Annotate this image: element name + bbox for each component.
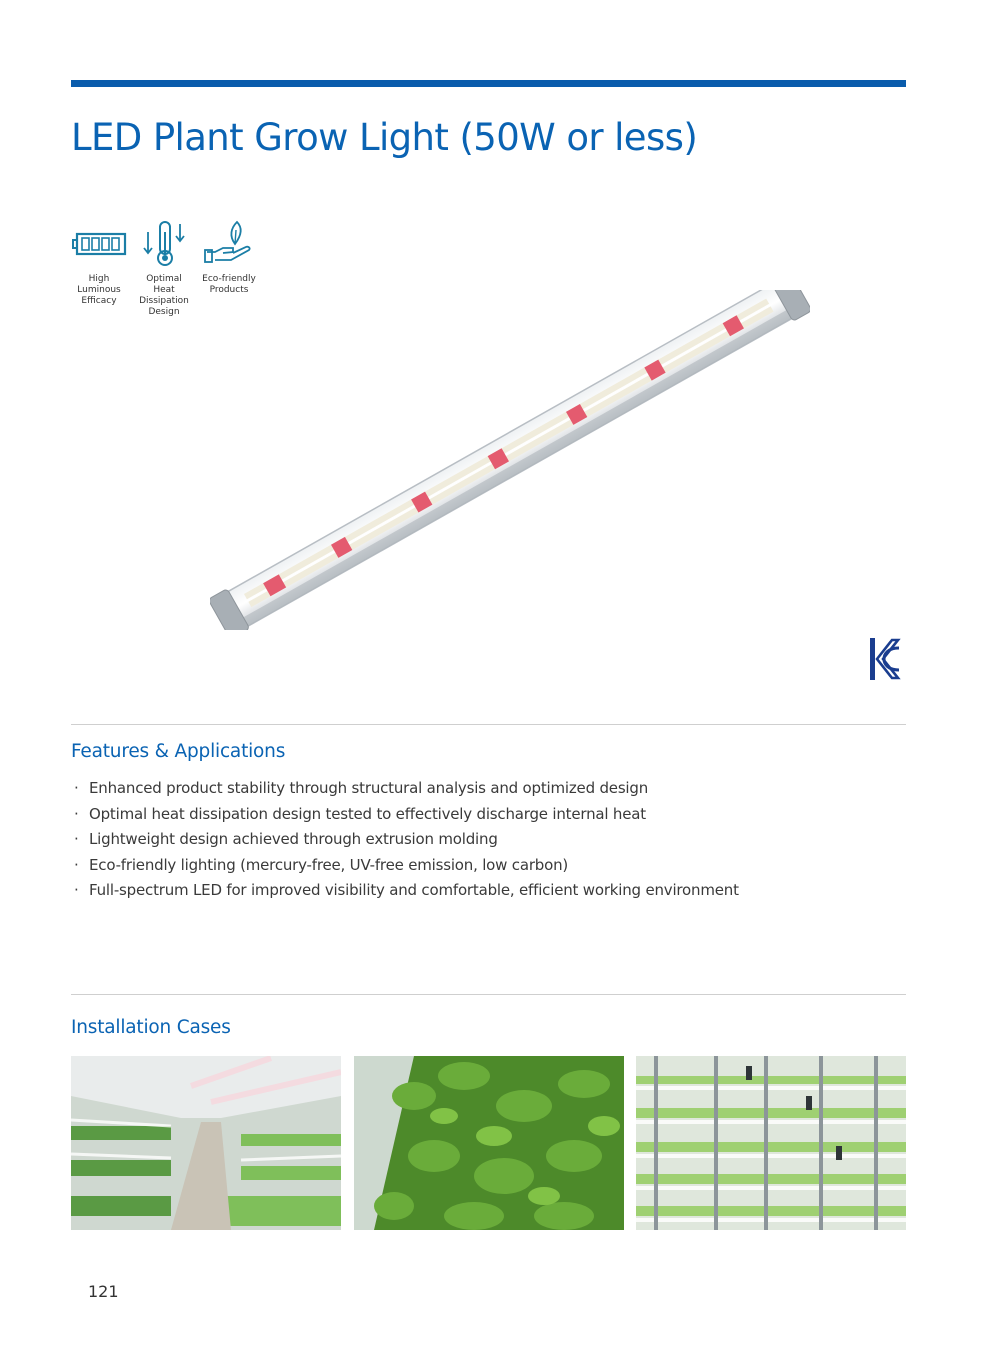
feature-icon-luminous [66,218,132,307]
list-item: · Lightweight design achieved through extrusion molding [74,830,498,848]
list-item: · Enhanced product stability through structural analysis and optimized design [74,779,649,797]
page-title: LED Plant Grow Light (50W or less) [71,116,698,159]
kc-certification-mark [868,636,902,682]
features-heading: Features & Applications [71,741,286,762]
features-list [74,776,739,904]
hand-leaf-icon [201,218,257,268]
section-divider-installation [71,994,906,995]
icon-label-eco: Eco-friendly Products [202,274,256,295]
installation-photo-basil-wall [354,1056,624,1230]
product-image-led-bar [210,290,810,630]
icon-label-luminous: High Luminous Efficacy [77,274,121,306]
icon-label-heat: Optimal Heat Dissipation Design [139,274,189,317]
list-item: · Optimal heat dissipation design tested to effectively discharge internal heat [74,804,646,823]
list-item: · Eco-friendly lighting (mercury-free, UV-free emission, low carbon) [74,855,569,874]
section-divider-features [71,724,906,725]
top-accent-rule [71,80,906,87]
installation-photo-vertical-racks [636,1056,906,1230]
installation-photo-indoor-farm [71,1056,341,1230]
installation-heading: Installation Cases [71,1017,231,1038]
list-item: · Full-spectrum LED for improved visibility and comfortable, efficient working environment [74,881,739,899]
feature-icon-heat [131,218,197,318]
battery-icon [71,218,127,268]
feature-icon-eco [196,218,262,296]
thermometer-icon [136,218,192,268]
page-number: 121 [88,1282,119,1301]
